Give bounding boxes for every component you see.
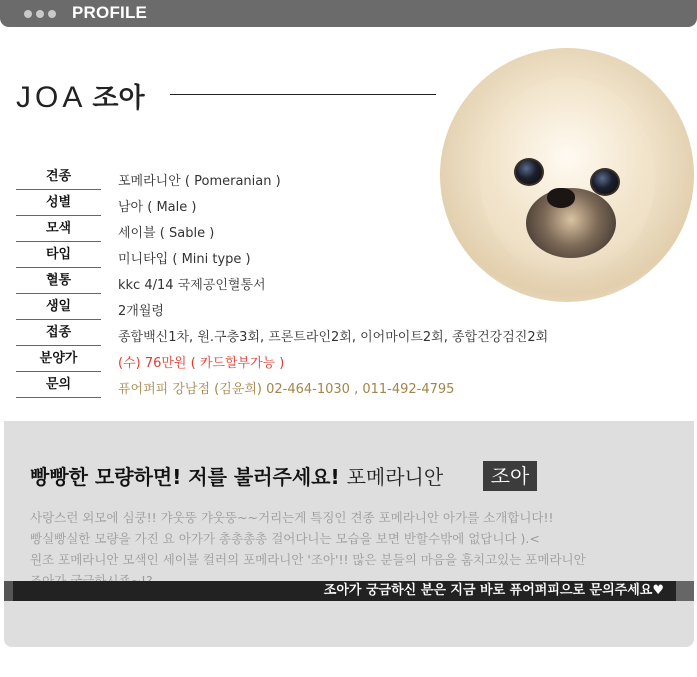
dots-icon bbox=[24, 10, 56, 18]
info-label: 모색 bbox=[16, 217, 101, 242]
info-row-price bbox=[16, 347, 696, 373]
info-value-contact[interactable]: 퓨어퍼피 강남점 (김윤희) 02-464-1030 , 011-492-4795 bbox=[118, 382, 455, 397]
dog-name-ko: 조아 bbox=[92, 83, 145, 114]
promo-name-tag: 조아 bbox=[483, 461, 537, 491]
info-row-pedigree bbox=[16, 269, 696, 295]
profile-header-bar bbox=[0, 0, 697, 27]
promo-headline bbox=[30, 461, 443, 490]
cta-text[interactable]: 조아가 궁금하신 분은 지금 바로 퓨어퍼피으로 문의주세요♥ bbox=[323, 583, 664, 598]
info-label: 분양가 bbox=[16, 347, 101, 372]
info-value: 종합백신1차, 원.구충3회, 프론트라인2회, 이어마이트2회, 종합건강검진2회 bbox=[118, 330, 549, 345]
info-value: 미니타입 ( Mini type ) bbox=[118, 252, 251, 267]
info-row-contact bbox=[16, 373, 696, 399]
info-row-type bbox=[16, 243, 696, 269]
info-row-breed bbox=[16, 165, 696, 191]
info-row-birthday bbox=[16, 295, 696, 321]
info-value-price: (수) 76만원 ( 카드할부가능 ) bbox=[118, 356, 285, 371]
info-row-gender bbox=[16, 191, 696, 217]
promo-headline-bold: 빵빵한 모량하면! 저를 불러주세요! bbox=[30, 465, 340, 489]
info-value: kkc 4/14 국제공인혈통서 bbox=[118, 278, 266, 293]
info-row-color bbox=[16, 217, 696, 243]
info-label: 혈통 bbox=[16, 269, 101, 294]
info-value: 남아 ( Male ) bbox=[118, 200, 197, 215]
promo-line: 원조 포메라니안 모색인 세이블 컬러의 포메라니안 '조아'!! 많은 분들의 마음을 훔치고있는 포메라니안 bbox=[30, 552, 586, 567]
promo-line: 사랑스런 외모에 심쿵!! 갸웃뚱 갸웃뚱~~거리는게 특징인 견종 포메라니안 아가를 소개합니다!! bbox=[30, 510, 554, 525]
info-value: 포메라니안 ( Pomeranian ) bbox=[118, 174, 281, 189]
dog-name-en: JOA bbox=[16, 81, 87, 114]
info-row-vaccination bbox=[16, 321, 696, 347]
cta-bar[interactable] bbox=[4, 581, 694, 601]
info-value: 세이블 ( Sable ) bbox=[118, 226, 215, 241]
promo-line: 빵실빵실한 모량을 가진 요 아가가 총총총총 걸어다니는 모습을 보면 반할수밖에 없답니다 ).< bbox=[30, 531, 540, 546]
info-label: 문의 bbox=[16, 373, 101, 398]
info-label: 생일 bbox=[16, 295, 101, 320]
info-label: 타입 bbox=[16, 243, 101, 268]
info-value: 2개월령 bbox=[118, 304, 164, 319]
dog-name bbox=[16, 76, 145, 115]
name-divider bbox=[170, 94, 436, 95]
info-label: 견종 bbox=[16, 165, 101, 190]
header-title: PROFILE bbox=[72, 3, 148, 22]
promo-headline-breed: 포메라니안 bbox=[346, 465, 444, 489]
promo-description bbox=[30, 507, 670, 591]
info-label: 성별 bbox=[16, 191, 101, 216]
info-label: 접종 bbox=[16, 321, 101, 346]
